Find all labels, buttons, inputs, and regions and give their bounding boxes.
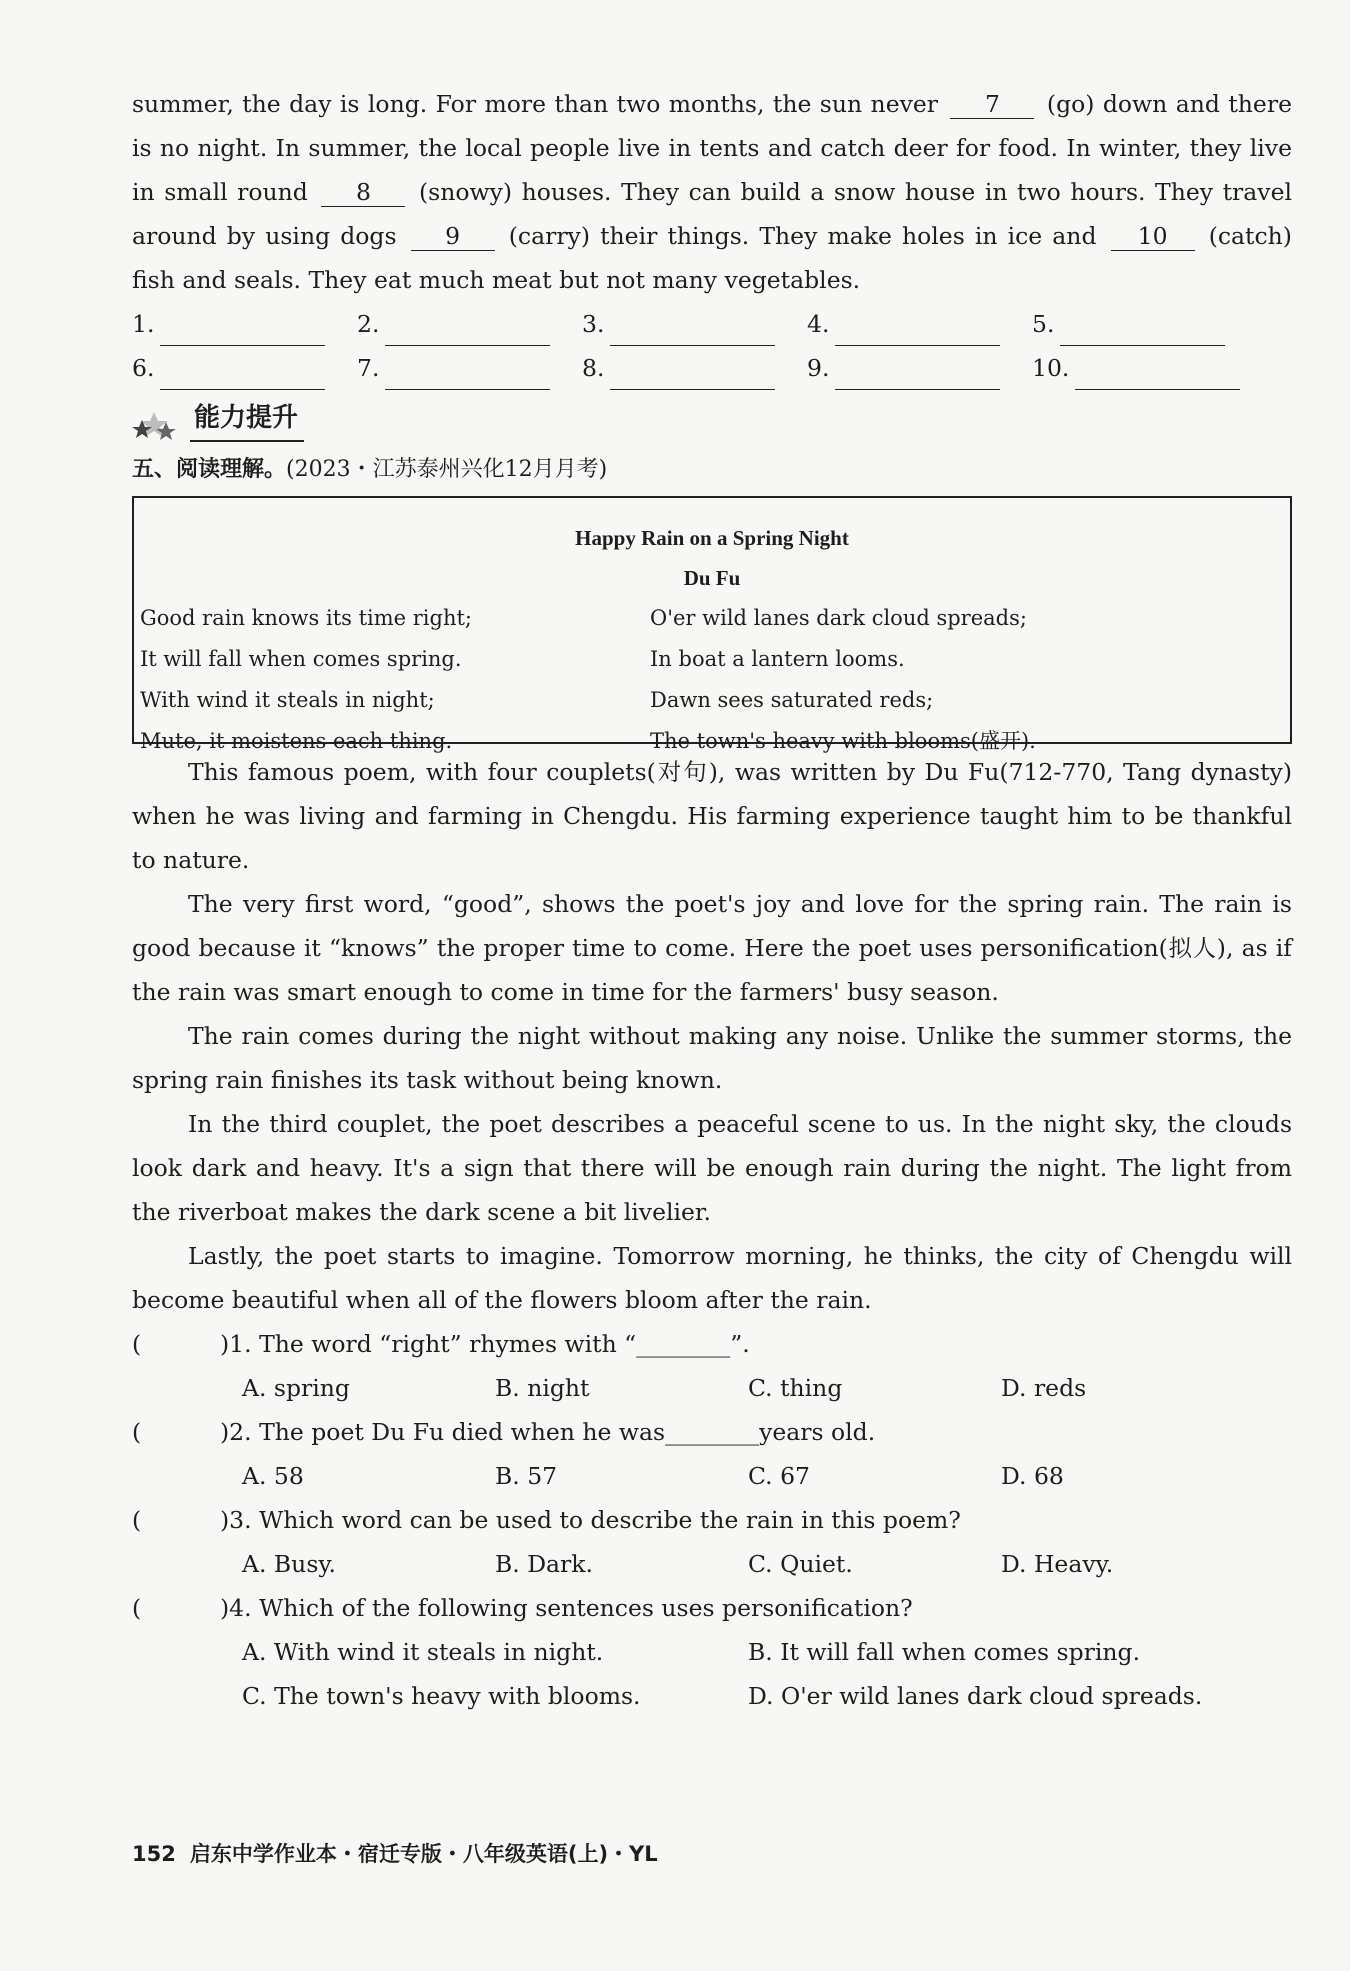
option[interactable]: B. It will fall when comes spring. [748, 1638, 1141, 1666]
answer-label: 8. [582, 354, 605, 382]
passage-paragraph: The very first word, “good”, shows the poet's joy and love for the spring rain. The rain is good because it “knows” the proper time to come. Here the poet uses personification(拟人), as if the rain was smart enough to come in time for the farmers' busy season. [132, 890, 1292, 1006]
options-3 [132, 1542, 1292, 1586]
answer-label: 3. [582, 310, 605, 338]
answer-line[interactable] [610, 317, 775, 346]
paragraph-text: (snowy) houses. They can build a snow house in two hours. They travel around by using dogs [132, 178, 1292, 250]
banner-title: 能力提升 [190, 398, 304, 442]
option[interactable]: A. With wind it steals in night. [242, 1638, 604, 1666]
answer-label: 7. [357, 354, 380, 382]
question-2 [132, 1410, 1292, 1454]
options-2 [132, 1454, 1292, 1498]
paren-close: ) [220, 1506, 230, 1534]
passage-paragraph: Lastly, the poet starts to imagine. Tomorrow morning, he thinks, the city of Chengdu will become beautiful when all of the flowers bloom after the rain. [132, 1242, 1292, 1314]
answer-item [357, 302, 582, 346]
option[interactable]: B. 57 [495, 1462, 558, 1490]
options-1 [132, 1366, 1292, 1410]
passage-paragraph: This famous poem, with four couplets(对句), was written by Du Fu(712-770, Tang dynasty) when he was living and farming in Chengdu. His farming experience taught him to be thankful to nature. [132, 758, 1292, 874]
answer-item [132, 346, 357, 390]
footer-text: 启东中学作业本・宿迁专版・八年级英语(上)・YL [189, 1842, 658, 1866]
option[interactable]: C. 67 [748, 1462, 810, 1490]
answer-item [807, 346, 1032, 390]
option[interactable]: A. spring [242, 1374, 350, 1402]
option[interactable]: B. Dark. [495, 1550, 594, 1578]
answer-label: 4. [807, 310, 830, 338]
stars-icon [132, 410, 176, 440]
page-footer [132, 1838, 658, 1868]
answer-item [582, 302, 807, 346]
question-stem: 3. Which word can be used to describe the rain in this poem? [229, 1506, 961, 1534]
answer-item [357, 346, 582, 390]
answer-paren[interactable]: ( [132, 1418, 142, 1446]
answer-label: 1. [132, 310, 155, 338]
poem-line: In boat a lantern looms. [650, 647, 905, 671]
blank-8[interactable]: 8 [321, 178, 405, 207]
page-number: 152 [132, 1842, 176, 1866]
poem-line: O'er wild lanes dark cloud spreads; [650, 606, 1027, 630]
question-blank: ________ [665, 1418, 760, 1446]
answer-line[interactable] [1075, 361, 1240, 390]
section-source: (2023・江苏泰州兴化12月月考) [286, 457, 608, 482]
question-stem: 4. Which of the following sentences uses personification? [229, 1594, 913, 1622]
poem-title: Happy Rain on a Spring Night [575, 526, 849, 550]
reading-passage [132, 750, 1292, 1322]
answer-label: 5. [1032, 310, 1055, 338]
option[interactable]: C. Quiet. [748, 1550, 853, 1578]
page-content [132, 82, 1292, 1718]
poem-line: Dawn sees saturated reds; [650, 688, 934, 712]
answer-label: 10. [1032, 354, 1070, 382]
section-title: 五、阅读理解。 [132, 457, 287, 482]
section-banner [132, 398, 1292, 446]
question-1 [132, 1322, 1292, 1366]
answer-item [582, 346, 807, 390]
answer-paren[interactable]: ( [132, 1330, 142, 1358]
answer-paren[interactable]: ( [132, 1594, 142, 1622]
paragraph-text: summer, the day is long. For more than two months, the sun never [132, 90, 939, 118]
passage-paragraph: The rain comes during the night without making any noise. Unlike the summer storms, the spring rain finishes its task without being known. [132, 1022, 1292, 1094]
option[interactable]: A. Busy. [242, 1550, 336, 1578]
answer-line[interactable] [385, 361, 550, 390]
paren-close: ) [220, 1594, 230, 1622]
paren-close: ) [220, 1330, 230, 1358]
question-stem: 1. The word “right” rhymes with “ [229, 1330, 637, 1358]
answer-line[interactable] [160, 317, 325, 346]
blank-10[interactable]: 10 [1111, 222, 1195, 251]
answer-line[interactable] [385, 317, 550, 346]
poem-lines [140, 598, 1284, 762]
paragraph-text: (catch) fish and seals. They eat much meat but not many vegetables. [132, 222, 1292, 294]
option[interactable]: C. The town's heavy with blooms. [242, 1682, 641, 1710]
answer-item [807, 302, 1032, 346]
question-list [132, 1322, 1292, 1718]
answer-item [1032, 302, 1257, 346]
poem-line: Good rain knows its time right; [140, 606, 472, 630]
answer-line[interactable] [835, 361, 1000, 390]
poem-author: Du Fu [683, 566, 741, 590]
question-stem: 2. The poet Du Fu died when he was [229, 1418, 666, 1446]
question-3 [132, 1498, 1292, 1542]
option[interactable]: D. Heavy. [1001, 1550, 1114, 1578]
question-stem-end: ”. [730, 1330, 750, 1358]
answer-label: 9. [807, 354, 830, 382]
answer-item [132, 302, 357, 346]
top-paragraph [132, 82, 1292, 302]
answer-paren[interactable]: ( [132, 1506, 142, 1534]
poem-box [132, 496, 1292, 753]
answer-blanks [132, 302, 1292, 390]
answer-item [1032, 346, 1257, 390]
option[interactable]: B. night [495, 1374, 590, 1402]
answer-line[interactable] [160, 361, 325, 390]
option[interactable]: D. O'er wild lanes dark cloud spreads. [748, 1682, 1203, 1710]
poem-line: With wind it steals in night; [140, 688, 435, 712]
paragraph-text: (carry) their things. They make holes in ice and [508, 222, 1097, 250]
question-4 [132, 1586, 1292, 1630]
option[interactable]: D. reds [1001, 1374, 1087, 1402]
answer-line[interactable] [1060, 317, 1225, 346]
answer-label: 6. [132, 354, 155, 382]
blank-7[interactable]: 7 [950, 90, 1034, 119]
question-stem-end: years old. [759, 1418, 876, 1446]
passage-paragraph: In the third couplet, the poet describes a peaceful scene to us. In the night sky, the clouds look dark and heavy. It's a sign that there will be enough rain during the night. The light from the riverboat makes the dark scene a bit livelier. [132, 1110, 1292, 1226]
options-4 [132, 1630, 1292, 1718]
poem-line: Mute, it moistens each thing. [140, 729, 453, 753]
section-heading [132, 450, 1292, 490]
option[interactable]: D. 68 [1001, 1462, 1064, 1490]
option[interactable]: A. 58 [242, 1462, 304, 1490]
blank-9[interactable]: 9 [411, 222, 495, 251]
paragraph-text: (go) down and there is no night. In summer, the local people live in tents and catch deer for food. In winter, they live in small round [132, 90, 1292, 206]
paren-close: ) [220, 1418, 230, 1446]
poem-line: The town's heavy with blooms(盛开). [650, 729, 1036, 753]
answer-line[interactable] [610, 361, 775, 390]
question-blank: ________ [636, 1330, 731, 1358]
option[interactable]: C. thing [748, 1374, 843, 1402]
answer-line[interactable] [835, 317, 1000, 346]
poem-line: It will fall when comes spring. [140, 647, 462, 671]
answer-label: 2. [357, 310, 380, 338]
